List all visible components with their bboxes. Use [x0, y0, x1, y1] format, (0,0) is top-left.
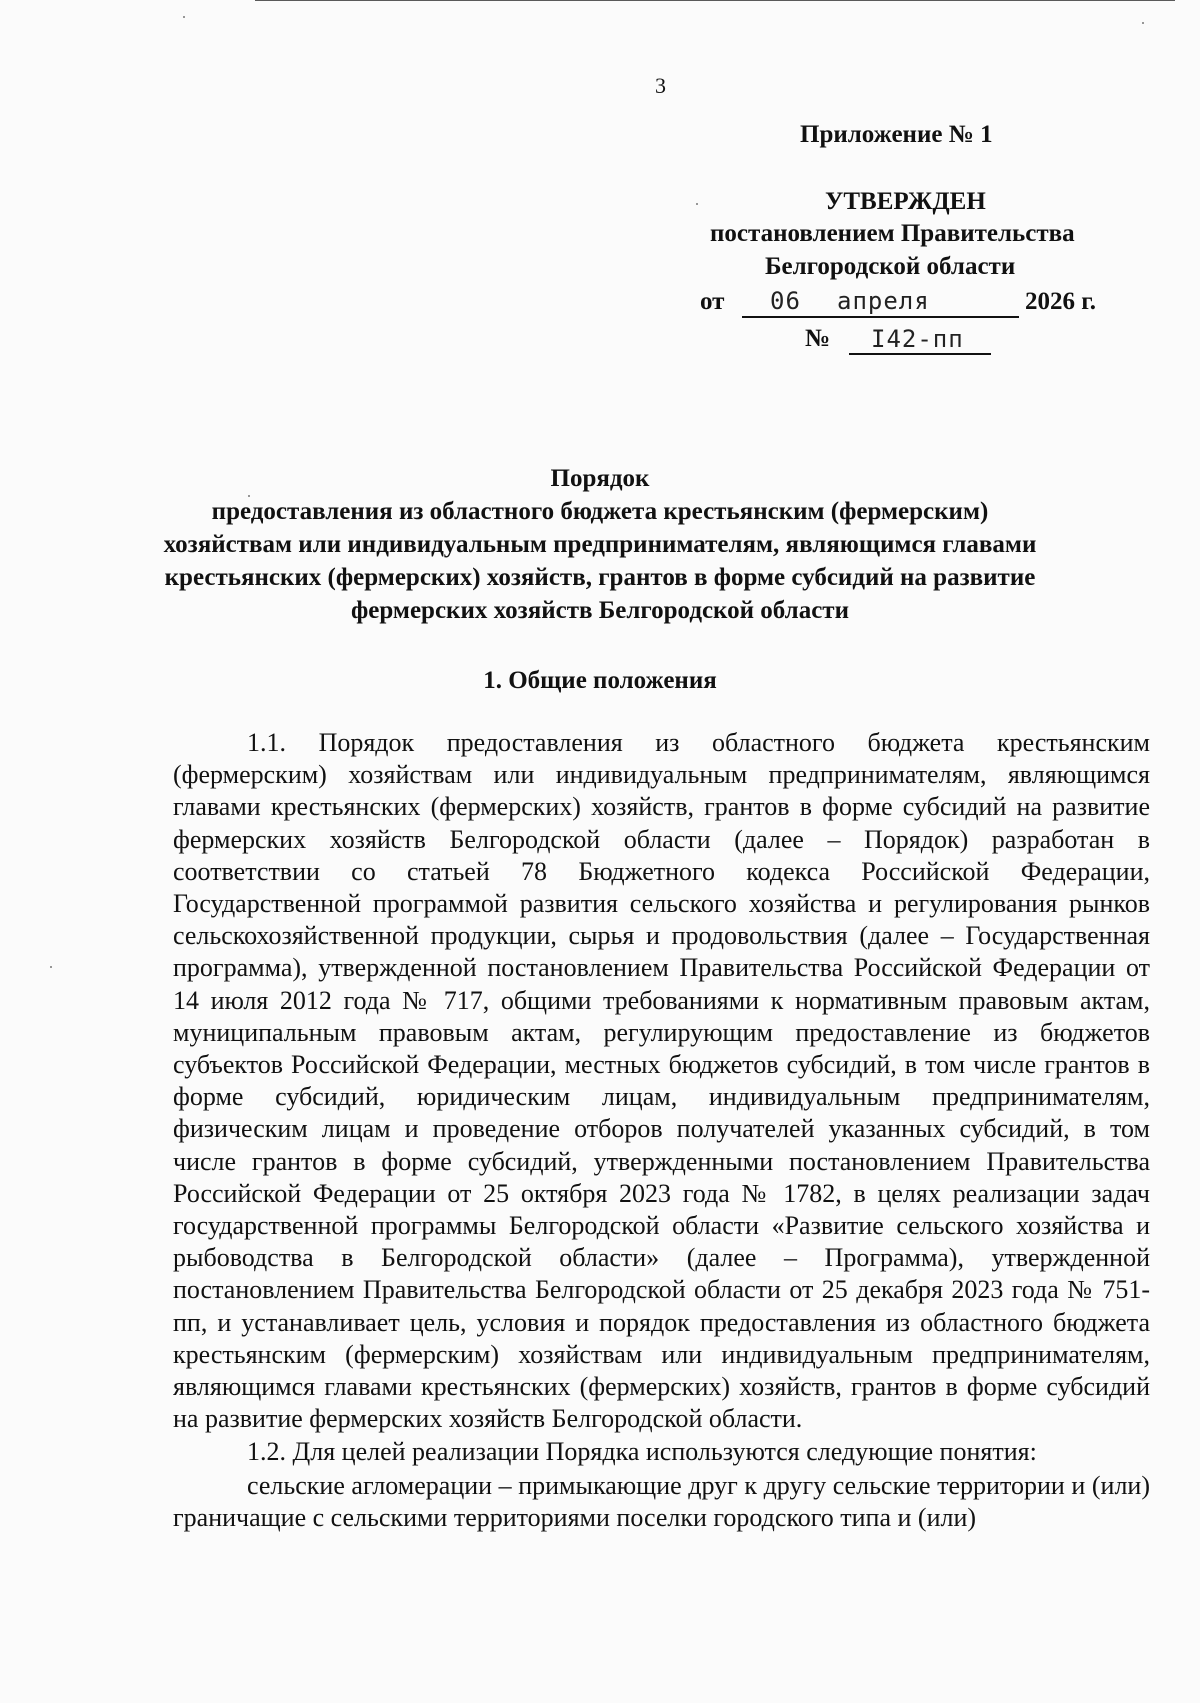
scan-dust — [183, 16, 185, 18]
date-prefix: от — [700, 288, 725, 315]
date-year: 2026 г. — [1025, 288, 1097, 315]
number-field — [849, 322, 991, 355]
paragraph-1-1: 1.1. Порядок предоставления из областного бюджета крестьянским (фермерским) хозяйствам или индивидуальным предпринимателям, являющимся главами крестьянских (фермерских) хозяйств, грантов в форме субсидий на развитие фермерских хозяйств Белгородской области (далее – Порядок) разработан в соответствии со статьей 78 Бюджетного кодекса Российской Федерации, Государственной программой развития сельского хозяйства и регулирования рынков сельскохозяйственной продукции, сырья и продовольствия (далее – Государственная программа), утвержденной постановлением Правительства Российской Федерации от 14 июля 2012 года № 717, общими требованиями к нормативным правовым актам, муниципальным правовым актам, регулирующим предоставление из бюджетов субъектов Российской Федерации, местных бюджетов субсидий, в том числе грантов в форме субсидий, юридическим лицам, индивидуальным предпринимателям, физическим лицам и проведение отборов получателей указанных субсидий, в том числе грантов в форме субсидий, утвержденными постановлением Правительства Российской Федерации от 25 октября 2023 года № 1782, в целях реализации задач государственной программы Белгородской области «Развитие сельского хозяйства и рыбоводства в Белгородской области» (далее – Программа), утвержденной постановлением Правительства Белгородской области от 25 декабря 2023 года № 751-пп, и устанавливает цель, условия и порядок предоставления из областного бюджета крестьянским (фермерским) хозяйствам или индивидуальным предпринимателям, являющимся главами крестьянских (фермерских) хозяйств, грантов в форме субсидий на развитие фермерских хозяйств Белгородской области. — [173, 728, 1150, 1434]
scan-dust — [50, 966, 52, 968]
decree-number-line — [805, 322, 1005, 357]
paragraph-1-2: 1.2. Для целей реализации Порядка используются следующие понятия: — [247, 1437, 1037, 1467]
section-heading: 1. Общие положения — [483, 667, 717, 694]
scan-dust — [248, 495, 250, 497]
appendix-label: Приложение № 1 — [800, 121, 993, 148]
page-number: 3 — [655, 73, 666, 98]
document-subtitle: предоставления из областного бюджета крестьянским (фермерским) хозяйствам или индивидуальным предпринимателям, являющимся главами крестьянских (фермерских) хозяйств, грантов в форме субсидий на развитие фермерских хозяйств Белгородской области — [163, 498, 1037, 624]
decree-date-line — [700, 285, 1130, 318]
scan-edge-line — [255, 0, 1175, 1]
document-title: Порядок — [550, 465, 650, 492]
scan-dust — [696, 203, 698, 205]
date-month: апреля — [837, 287, 930, 315]
scan-dust — [1142, 22, 1144, 24]
date-day: 06 — [770, 287, 801, 315]
approved-stamp-text: УТВЕРЖДЕН — [825, 188, 986, 215]
document-body — [173, 727, 1150, 1534]
date-field — [742, 285, 1019, 318]
decree-number: I42-пп — [871, 325, 964, 353]
decree-line-2: Белгородской области — [765, 253, 1016, 280]
document-title-block — [150, 462, 1050, 627]
number-prefix: № — [805, 325, 831, 352]
definition-paragraph: сельские агломерации – примыкающие друг к другу сельские территории и (или) граничащие с сельскими территориями поселки городского типа и (или) — [173, 1470, 1150, 1532]
decree-line-1: постановлением Правительства — [710, 220, 1075, 247]
